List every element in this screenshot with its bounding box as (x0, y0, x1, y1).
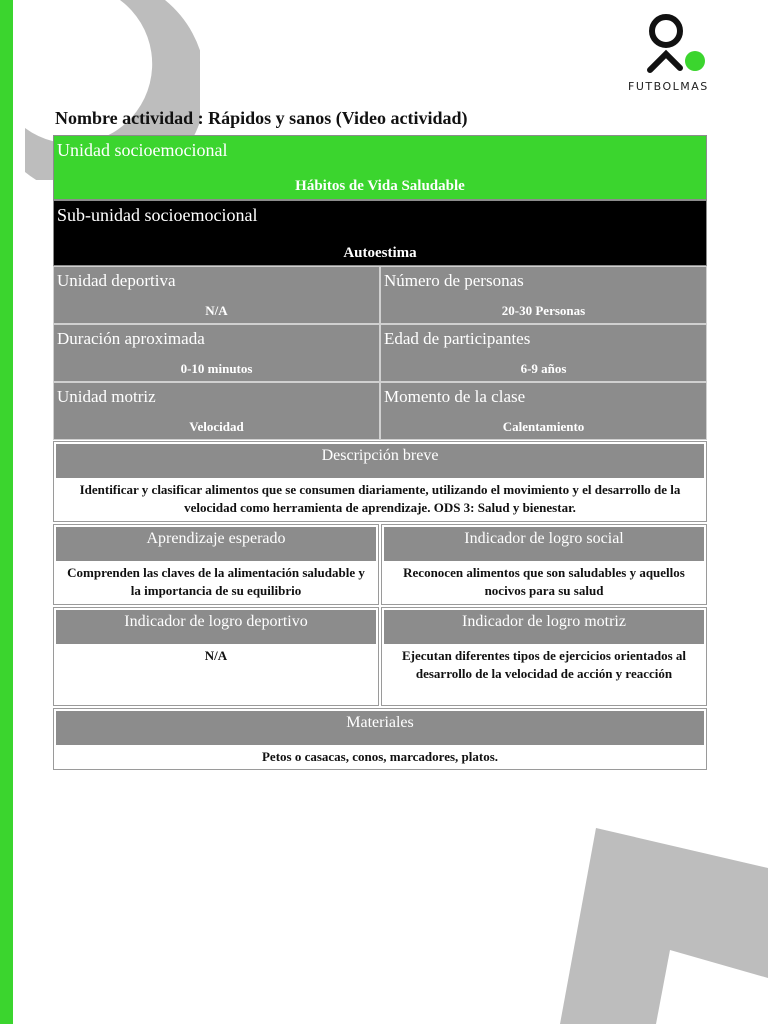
decorative-shape-bottom (560, 820, 768, 1024)
descripcion-header: Descripción breve (56, 444, 704, 478)
info-value: 20-30 Personas (501, 303, 586, 318)
logro-social-section (381, 524, 707, 605)
info-label: Edad de participantes (384, 329, 531, 348)
logro-deportivo-section (53, 607, 379, 706)
logro-deportivo-text: N/A (204, 648, 228, 663)
aprendizaje-text: Comprenden las claves de la alimentación saludable y la importancia de su equilibrio (67, 565, 365, 598)
info-label: Número de personas (384, 271, 524, 290)
materiales-text: Petos o casacas, conos, marcadores, platos. (261, 749, 499, 764)
unidad-socioemocional-value: Hábitos de Vida Saludable (295, 178, 465, 194)
info-value: Velocidad (189, 419, 244, 434)
aprendizaje-section (53, 524, 379, 605)
info-row (53, 324, 707, 382)
info-cell (53, 324, 380, 382)
logro-motriz-section (381, 607, 707, 706)
sub-unidad-value: Autoestima (343, 245, 417, 261)
unidad-socioemocional-band (53, 135, 707, 200)
info-value: Calentamiento (502, 419, 585, 434)
logro-social-text: Reconocen alimentos que son saludables y aquellos nocivos para su salud (403, 565, 685, 598)
info-value: N/A (205, 303, 228, 318)
info-cell (380, 382, 707, 440)
descripcion-section (53, 441, 707, 522)
descripcion-text: Identificar y clasificar alimentos que se consumen diariamente, utilizando el movimiento y el desarrollo de la velocidad como herramienta de aprendizaje. ODS 3: Salud y bienestar. (79, 482, 681, 515)
sub-unidad-band (53, 200, 707, 266)
aprendizaje-social-row (53, 524, 707, 605)
info-label: Unidad deportiva (57, 271, 176, 290)
unidad-socioemocional-label: Unidad socioemocional (57, 140, 228, 160)
logro-motriz-header: Indicador de logro motriz (384, 610, 704, 644)
info-value: 6-9 años (520, 361, 567, 376)
logro-motriz-text: Ejecutan diferentes tipos de ejercicios orientados al desarrollo de la velocidad de acción y reacción (401, 648, 687, 681)
page-title: Nombre actividad : Rápidos y sanos (Video actividad) (55, 108, 468, 128)
info-cell (380, 324, 707, 382)
info-row (53, 266, 707, 324)
logro-social-header: Indicador de logro social (384, 527, 704, 561)
info-row (53, 382, 707, 440)
info-label: Duración aproximada (57, 329, 205, 348)
activity-sheet (53, 135, 707, 770)
logro-deportivo-header: Indicador de logro deportivo (56, 610, 376, 644)
info-label: Unidad motriz (57, 387, 156, 406)
info-label: Momento de la clase (384, 387, 526, 406)
materiales-section (53, 708, 707, 770)
info-value: 0-10 minutos (180, 361, 253, 376)
info-cell (53, 382, 380, 440)
logo-wordmark: FUTBOLMAS (628, 80, 709, 93)
aprendizaje-header: Aprendizaje esperado (56, 527, 376, 561)
deportivo-motriz-row (53, 607, 707, 706)
sub-unidad-label: Sub-unidad socioemocional (57, 205, 258, 225)
materiales-header: Materiales (56, 711, 704, 745)
info-cell (53, 266, 380, 324)
info-cell (380, 266, 707, 324)
